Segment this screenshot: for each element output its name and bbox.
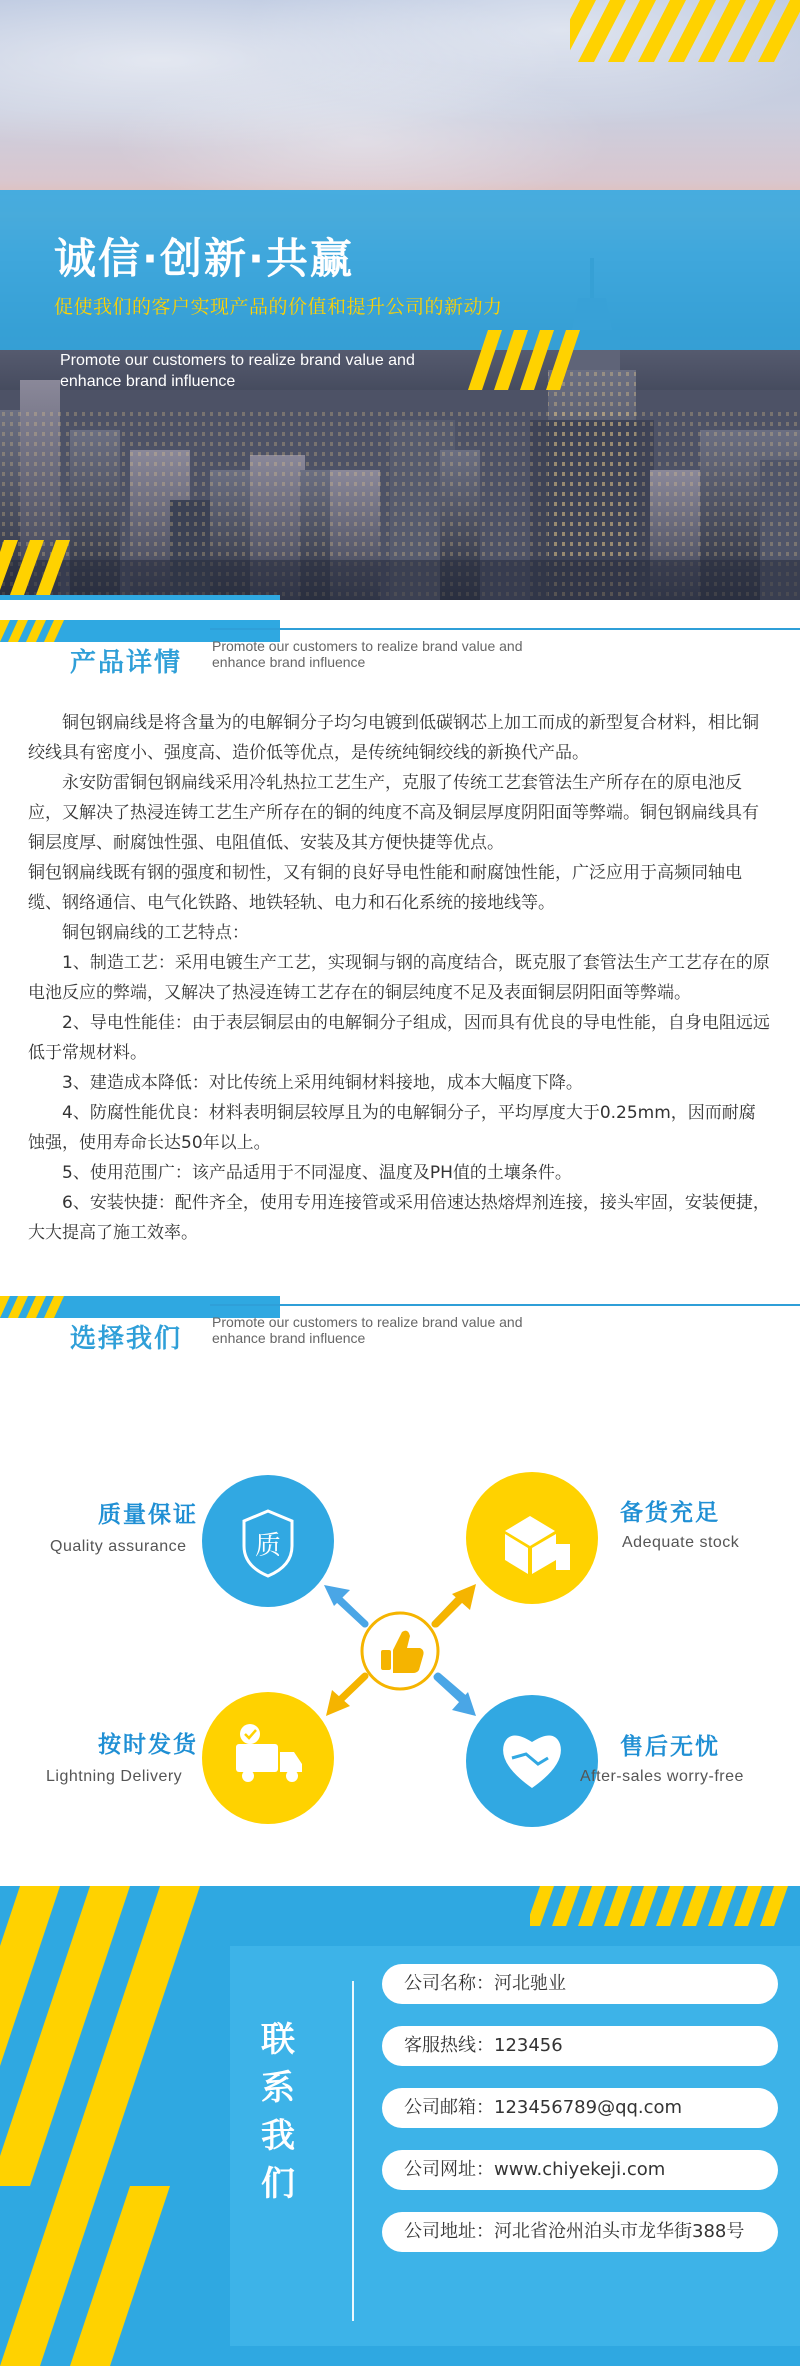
- section-header: [0, 1276, 800, 1366]
- paragraph: 4、防腐性能优良：材料表明铜层较厚且为的电解铜分子，平均厚度大于0.25mm，因而耐腐蚀强，使用寿命长达50年以上。: [28, 1103, 756, 1153]
- address-field: 公司地址：河北省沧州泊头市龙华街388号: [382, 2212, 778, 2252]
- contact-title-char: 我: [261, 2116, 295, 2156]
- feature-english-after-sales: After-sales worry-free: [580, 1768, 744, 1785]
- paragraph: 铜包钢扁线既有钢的强度和韧性，又有铜的良好导电性能和耐腐蚀性能，广泛应用于高频同轴电缆、钢络通信、电气化铁路、地铁轻轨、电力和石化系统的接地线等。: [28, 863, 742, 913]
- website-field[interactable]: 公司网址：www.chiyekeji.com: [382, 2150, 778, 2190]
- section-title: 选择我们: [70, 1324, 183, 1354]
- section-header: [0, 600, 800, 690]
- section-english-text: Promote our customers to realize brand value and enhance brand influence: [212, 638, 523, 670]
- contact-title-char: 系: [261, 2068, 295, 2108]
- why-choose-us-section: [0, 1276, 800, 1886]
- section-title: 产品详情: [70, 648, 183, 678]
- paragraph: 铜包钢扁线的工艺特点：: [62, 923, 249, 943]
- email-field[interactable]: 公司邮箱：123456789@qq.com: [382, 2088, 778, 2128]
- features-diagram: [0, 1366, 800, 1886]
- feature-title-delivery: 按时发货: [98, 1732, 198, 1758]
- hero-title: 诚信·创新·共赢: [54, 234, 354, 283]
- company-name-field: 公司名称：河北驰业: [382, 1964, 778, 2004]
- paragraph: 6、安装快捷：配件齐全，使用专用连接管或采用倍速达热熔焊剂连接，接头牢固，安装便捷，大大提高了施工效率。: [28, 1193, 770, 1243]
- hero-banner: [0, 0, 800, 600]
- product-details-section: [0, 600, 800, 1276]
- paragraph: 铜包钢扁线是将含量为的电解铜分子均匀电镀到低碳钢芯上加工而成的新型复合材料，相比铜绞线具有密度小、强度高、造价低等优点，是传统纯铜绞线的新换代产品。: [28, 713, 759, 763]
- contact-divider-line: [352, 1981, 354, 2321]
- section-english-text: Promote our customers to realize brand value and enhance brand influence: [212, 1314, 523, 1346]
- decorative-stripes: [0, 1886, 230, 2366]
- feature-english-delivery: Lightning Delivery: [46, 1768, 183, 1785]
- hero-english-text: Promote our customers to realize brand value and enhance brand influence: [60, 352, 415, 390]
- paragraph: 2、导电性能佳：由于表层铜层由的电解铜分子组成，因而具有优良的导电性能，自身电阻远远低于常规材料。: [28, 1013, 770, 1063]
- contact-title-char: 们: [261, 2164, 295, 2204]
- feature-english-stock: Adequate stock: [622, 1534, 740, 1551]
- hotline-field[interactable]: 客服热线：123456: [382, 2026, 778, 2066]
- decorative-stripes: [0, 540, 300, 600]
- hero-subtitle: 促使我们的客户实现产品的价值和提升公司的新动力: [54, 296, 503, 318]
- decorative-stripes: [530, 1886, 800, 1926]
- decorative-stripes: [570, 0, 800, 62]
- paragraph: 3、建造成本降低：对比传统上采用纯铜材料接地，成本大幅度下降。: [62, 1073, 583, 1093]
- decorative-stripes: [468, 330, 588, 390]
- contact-panel: [230, 1946, 800, 2346]
- paragraph: 永安防雷铜包钢扁线采用冷轧热拉工艺生产，克服了传统工艺套管法生产所存在的原电池反应，又解决了热浸连铸工艺生产所存在的铜的纯度不高及铜层厚度阴阳面等弊端。铜包钢扁线具有铜层度厚、耐腐蚀性强、电阻值低、安装及其方便快捷等优点。: [28, 773, 759, 853]
- svg-text:质: 质: [254, 1531, 282, 1561]
- paragraph: 5、使用范围广：该产品适用于不同湿度、温度及PH值的土壤条件。: [62, 1163, 572, 1183]
- paragraph: 1、制造工艺：采用电镀生产工艺，实现铜与钢的高度结合，既克服了套管法生产工艺存在的原电池反应的弊端，又解决了热浸连铸工艺存在的铜层纯度不足及表面铜层阴阳面等弊端。: [28, 953, 770, 1003]
- feature-title-after-sales: 售后无忧: [620, 1734, 720, 1760]
- feature-title-quality: 质量保证: [98, 1502, 198, 1528]
- contact-title-char: 联: [261, 2020, 295, 2060]
- product-description: [0, 690, 800, 1276]
- section-divider-line: [210, 1304, 800, 1306]
- section-divider-line: [210, 628, 800, 630]
- feature-title-stock: 备货充足: [620, 1500, 720, 1526]
- contact-title: [258, 2016, 298, 2208]
- feature-english-quality: Quality assurance: [50, 1538, 187, 1555]
- features-graphic: [0, 1366, 800, 1886]
- contact-section: [0, 1886, 800, 2366]
